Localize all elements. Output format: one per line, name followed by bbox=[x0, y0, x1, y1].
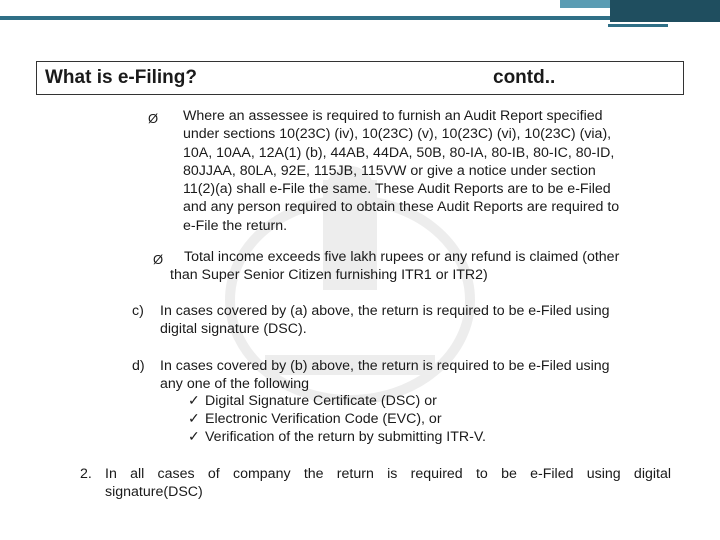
slide-title-box bbox=[36, 61, 684, 95]
text-line: In cases covered by (a) above, the return is required to be e-Filed using bbox=[160, 303, 610, 319]
check-icon: ✓ bbox=[188, 392, 200, 408]
item-d-paragraph bbox=[160, 357, 675, 394]
text-line: under sections 10(23C) (iv), 10(23C) (v), 10(23C) (vi), 10(23C) (via), bbox=[183, 126, 612, 143]
item-d-marker: d) bbox=[132, 358, 145, 374]
text-line: any one of the following bbox=[160, 376, 310, 393]
header-banner bbox=[0, 0, 720, 32]
text-line: signature(DSC) bbox=[105, 484, 203, 501]
text-line: Total income exceeds five lakh rupees or any refund is claimed (other bbox=[184, 249, 620, 265]
text-line: and any person required to obtain these Audit Reports are required to bbox=[183, 199, 620, 216]
option-evc: Electronic Verification Code (EVC), or bbox=[205, 411, 442, 427]
arrow-bullet-icon: Ø bbox=[153, 252, 164, 267]
item-2-paragraph bbox=[105, 465, 671, 502]
option-itrv: Verification of the return by submitting ITR-V. bbox=[205, 429, 486, 445]
slide-title: What is e-Filing? bbox=[45, 67, 197, 88]
option-dsc: Digital Signature Certificate (DSC) or bbox=[205, 393, 437, 409]
text-line: digital signature (DSC). bbox=[160, 321, 307, 338]
slide-title-suffix: contd.. bbox=[493, 67, 556, 88]
text-line: In all cases of company the return is required to be e-Filed using digital bbox=[105, 466, 671, 482]
text-line: In cases covered by (b) above, the return is required to be e-Filed using bbox=[160, 358, 610, 374]
item-2-marker: 2. bbox=[80, 466, 92, 482]
audit-report-paragraph bbox=[183, 107, 671, 235]
text-line: e-File the return. bbox=[183, 217, 288, 234]
text-line: than Super Senior Citizen furnishing ITR1 or ITR2) bbox=[170, 267, 488, 284]
item-c-marker: c) bbox=[132, 303, 144, 319]
income-paragraph bbox=[170, 248, 675, 285]
text-line: 80JJAA, 80LA, 92E, 115JB, 115VW or give a notice under section bbox=[183, 162, 596, 179]
item-c-paragraph bbox=[160, 302, 675, 339]
text-line: 11(2)(a) shall e-File the same. These Audit Reports are to be e-Filed bbox=[183, 181, 611, 198]
arrow-bullet-icon: Ø bbox=[148, 111, 159, 126]
text-line: Where an assessee is required to furnish an Audit Report specified bbox=[183, 108, 603, 124]
check-icon: ✓ bbox=[188, 410, 200, 426]
text-line: 10A, 10AA, 12A(1) (b), 44AB, 44DA, 50B, 80-IA, 80-IB, 80-IC, 80-ID, bbox=[183, 144, 615, 161]
check-icon: ✓ bbox=[188, 428, 200, 444]
